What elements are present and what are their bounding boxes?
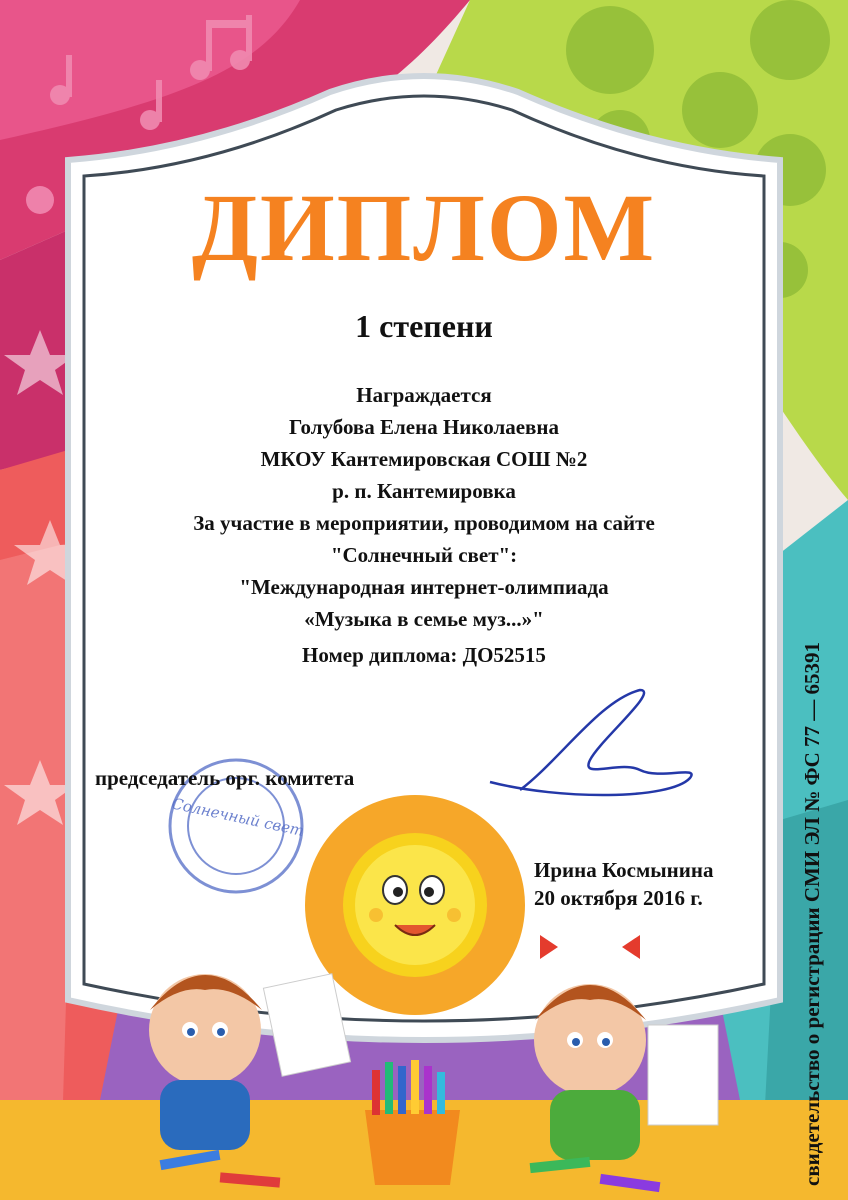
issue-date: 20 октября 2016 г. [534, 886, 703, 910]
site-name: "Солнечный свет": [330, 543, 518, 567]
chair-label: председатель орг. комитета [95, 766, 355, 790]
awarded-label: Награждается [356, 383, 492, 407]
school-name: МКОУ Кантемировская СОШ №2 [260, 447, 588, 471]
diploma-title: ДИПЛОМ [191, 174, 657, 281]
event-line-1: "Международная интернет-олимпиада [239, 575, 609, 599]
event-line-2: «Музыка в семье муз...»" [304, 607, 544, 631]
locality: р. п. Кантемировка [332, 479, 516, 503]
diploma-degree: 1 степени [355, 308, 493, 344]
registration-text: свидетельство о регистрации СМИ ЭЛ № ФС 77 — 65391 [800, 641, 824, 1186]
participation-text: За участие в мероприятии, проводимом на сайте [193, 511, 655, 535]
recipient-name: Голубова Елена Николаевна [288, 415, 560, 439]
stamp-text: Солнечный свет [170, 794, 306, 841]
signer-block [534, 856, 713, 912]
signer-name: Ирина Космынина [534, 858, 714, 882]
diploma-number: Номер диплома: ДО52515 [302, 643, 546, 667]
